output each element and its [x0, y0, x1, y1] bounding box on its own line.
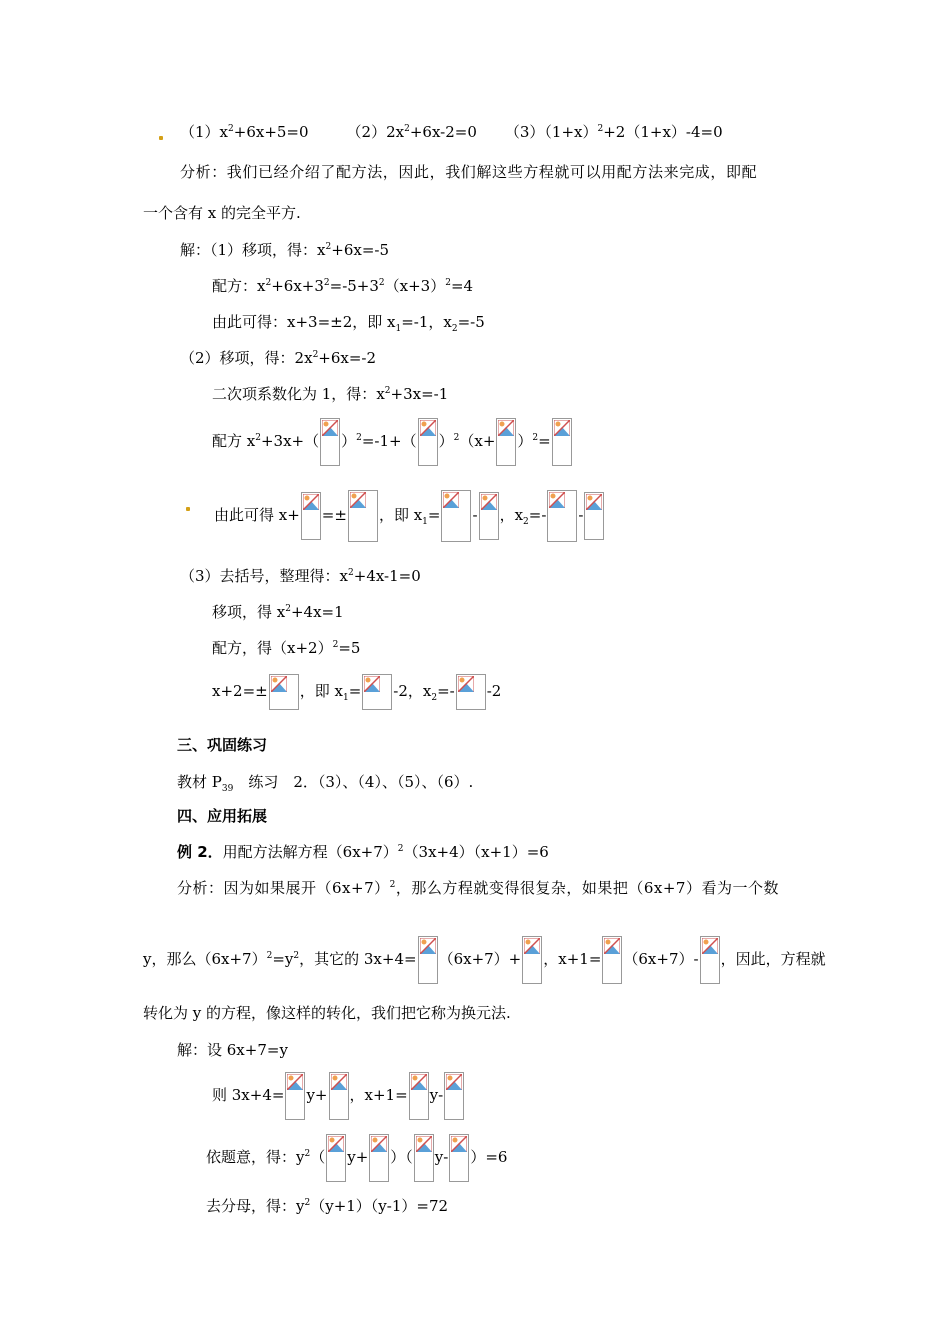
problem-list: $(1)x^2+6x+5=0$ $(2)2x^2+6x-2=0$ $(3)(1+x)^2+2(1+x)-4=0$ — [180, 123, 723, 141]
broken-image-icon — [269, 674, 299, 710]
analysis-line-1: 分析：我们已经介绍了配方法，因此，我们解这些方程就可以用配方法来完成，即配 — [180, 163, 758, 181]
section-heading-extension: 四、应用拓展 — [177, 807, 268, 825]
broken-image-icon — [409, 1072, 429, 1120]
broken-image-icon — [456, 674, 486, 710]
broken-image-icon — [602, 936, 622, 984]
solution-3-complete-square: 配方，得$(x+2)^2=5$ — [212, 639, 361, 657]
solution-2-step: （2）移项，得：$2x^2+6x=-2$ — [180, 349, 377, 367]
example-2: 例 2．用配方法解方程$(6x+7)^2(3x+4)(x+1)=6$ — [177, 843, 549, 861]
broken-image-icon — [418, 418, 438, 466]
broken-image-icon — [329, 1072, 349, 1120]
broken-image-icon — [547, 490, 577, 542]
bullet-dot — [159, 136, 163, 140]
broken-image-icon — [441, 490, 471, 542]
bullet-dot — [186, 507, 190, 511]
broken-image-icon — [496, 418, 516, 466]
broken-image-icon — [700, 936, 720, 984]
broken-image-icon — [584, 492, 604, 540]
broken-image-icon — [348, 490, 378, 542]
section-heading-practice: 三、巩固练习 — [177, 736, 268, 754]
broken-image-icon — [369, 1134, 389, 1182]
example-2-analysis-3: 转化为 y 的方程，像这样的转化，我们把它称为换元法. — [143, 1004, 511, 1022]
solution-2-complete-square: 配方 $x^2+3x+$（ ）$^2$=-1+（ ）$^2$（x+ ）$^2$= — [212, 416, 573, 466]
broken-image-icon — [362, 674, 392, 710]
example-2-solution-start: 解：设 6x+7=y — [177, 1041, 288, 1059]
solution-2-normalize: 二次项系数化为 1，得：$x^2+3x=-1$ — [212, 385, 449, 403]
solution-1-complete-square: 配方：$x^2+6x+3^2=-5+3^2(x+3)^2=4$ — [212, 277, 474, 295]
solution-3-step: （3）去括号，整理得：$x^2+4x-1=0$ — [180, 567, 421, 585]
solution-1-step: 解：（1）移项，得：$x^2+6x=-5$ — [180, 241, 390, 259]
practice-reference: 教材 $P_{39}$ 练习 2．（3）、（4）、（5）、（6）. — [177, 773, 474, 794]
broken-image-icon — [552, 418, 572, 466]
broken-image-icon — [326, 1134, 346, 1182]
example-2-equation: 依题意，得：$y^2$（ y+ ）（ y- ）=6 — [206, 1132, 507, 1182]
broken-image-icon — [479, 492, 499, 540]
broken-image-icon — [418, 936, 438, 984]
broken-image-icon — [285, 1072, 305, 1120]
broken-image-icon — [444, 1072, 464, 1120]
broken-image-icon — [414, 1134, 434, 1182]
solution-3-move: 移项，得 $x^2+4x=1$ — [212, 603, 344, 621]
example-2-analysis-2: y，那么$(6x+7)^2=y^2$，其它的 3x+4= （6x+7）+ ，x+1= （6x+7）- ，因此，方程就 — [143, 934, 826, 984]
broken-image-icon — [301, 492, 321, 540]
example-2-analysis-1: 分析：因为如果展开$(6x+7)^2$，那么方程就变得很复杂，如果把（6x+7）看为一个数 — [177, 879, 779, 897]
solution-1-result: 由此可得：x+3=±2，即 $x_1=-1$，$x_2=-5$ — [212, 313, 485, 334]
broken-image-icon — [522, 936, 542, 984]
broken-image-icon — [320, 418, 340, 466]
broken-image-icon — [449, 1134, 469, 1182]
solution-2-result: 由此可得 x+ =± ，即 $x_1=$ - ，$x_2=-$ - — [214, 488, 605, 542]
solution-3-result: x+2=± ，即 $x_1=$ -2，$x_2=-$ -2 — [212, 672, 501, 710]
example-2-clear-denominator: 去分母，得：$y^2(y+1)(y-1)=72$ — [206, 1197, 449, 1215]
analysis-line-2: 一个含有 x 的完全平方. — [143, 204, 301, 222]
example-2-substitution: 则 3x+4= y+ ，x+1= y- — [212, 1070, 465, 1120]
